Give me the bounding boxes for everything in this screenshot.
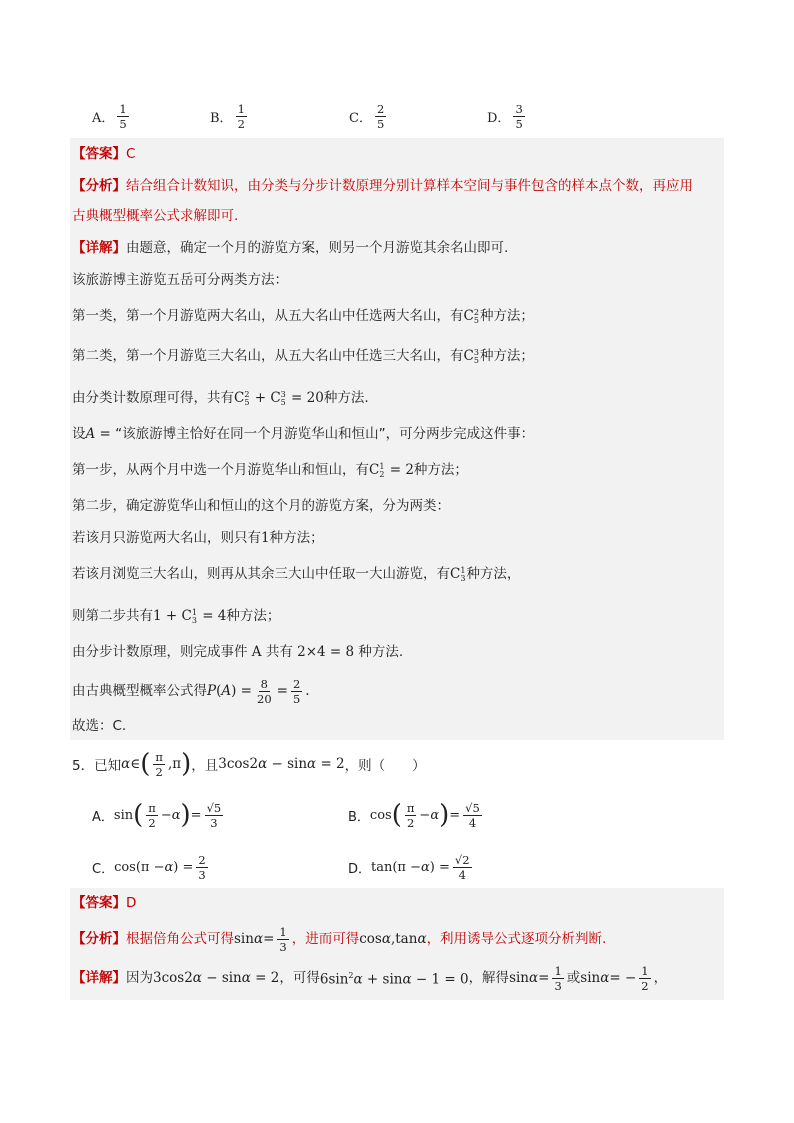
q5-answer: 【答案】D <box>72 895 137 911</box>
option-letter: C． <box>349 110 372 126</box>
q4-analysis-line2: 古典概型概率公式求解即可. <box>72 208 239 224</box>
fraction: $\frac{1}{2}$ <box>237 101 245 131</box>
fraction: $\frac{2}{5}$ <box>376 101 385 131</box>
q4-line-8: 第二步，确定游览华山和恒山的这个月的游览方案，分为两类： <box>72 498 450 514</box>
q4-line-5: 由分类计数原理可得，共有C 2 5 + C 3 5 = 20种方法. <box>72 389 369 407</box>
q4-line-7: 第一步，从两个月中选一个月游览华山和恒山，有C 1 2 = 2种方法； <box>72 461 468 479</box>
q4-analysis-line1: 【分析】结合组合计数知识，由分类与分步计数原理分别计算样本空间与事件包含的样本点个数，再应用 <box>72 178 693 194</box>
q4-line-2: 该旅游博主游览五岳可分两类方法： <box>72 272 288 288</box>
q5-analysis: 【分析】 根据倍角公式可得 sin α = $\frac{1}{3}$ ，进而可得 cosα,tanα ，利用诱导公式逐项分析判断. <box>72 924 607 954</box>
q4-line-6: 设A = “该旅游博主恰好在同一个月游览华山和恒山”，可分两步完成这件事： <box>72 426 535 442</box>
q4-option-d[interactable] <box>487 96 528 136</box>
q4-line-13: 由古典概型概率公式得 P ( A ) = $\frac{8}{20}$ = $\frac{2}{5}$ . <box>72 676 310 706</box>
math-event-a: A = <box>85 426 116 442</box>
fraction: $\frac{1}{5}$ <box>119 101 127 131</box>
q4-option-b[interactable] <box>210 96 250 136</box>
q4-line-4: 第二类，第一个月游览三大名山，从五大名山中任选三大名山，有C 3 5 种方法； <box>72 347 534 365</box>
math-alpha-interval: α ∈ ( $\frac{\pi}{2}$ ,π ) <box>121 749 192 779</box>
q4-option-a[interactable] <box>92 96 132 136</box>
q4-line-10: 若该月浏览三大名山，则再从其余三大山中任取一大山游览，有C 1 3 种方法， <box>72 565 521 583</box>
math-c52: C 2 5 <box>463 307 479 325</box>
q4-options <box>92 96 712 136</box>
option-letter: D． <box>487 110 511 126</box>
q5-stem: 5．已知 α ∈ ( $\frac{\pi}{2}$ ,π ) ，且 3cos2α − sinα = 2 ，则（ ） <box>72 749 426 779</box>
q5-option-d[interactable]: D． tan(π − α ) = $\frac{√2}{4}$ <box>348 852 470 882</box>
math-c31: C 1 3 <box>450 565 466 583</box>
option-letter: B． <box>210 110 233 126</box>
q4-line-9: 若该月只游览两大名山，则只有1种方法； <box>72 530 324 546</box>
math-c53: C 3 5 <box>463 347 479 365</box>
q5-option-b[interactable]: B． cos ( $\frac{\pi}{2}$ − α ) = $\frac{√5}{4}$ <box>348 800 480 830</box>
q5-option-a[interactable]: A． sin ( $\frac{\pi}{2}$ − α ) = $\frac{√5}{3}$ <box>92 800 222 830</box>
q4-detail-line1: 【详解】由题意，确定一个月的游览方案，则另一个月游览其余名山即可. <box>72 240 509 256</box>
q4-line-12: 由分步计数原理，则完成事件 A 共有 2×4 = 8 种方法. <box>72 644 404 660</box>
math-probability: P ( A ) = $\frac{8}{20}$ = $\frac{2}{5}$ . <box>207 676 310 706</box>
q4-line-14: 故选：C. <box>72 718 127 734</box>
math-c21: C 1 2 = 2 <box>369 461 414 479</box>
q4-line-3: 第一类，第一个月游览两大名山，从五大名山中任选两大名山，有C 2 5 种方法； <box>72 307 534 325</box>
q4-answer: 【答案】C <box>72 146 136 162</box>
math-sum: C 2 5 + C 3 5 = 20 <box>234 389 324 407</box>
q5-option-c[interactable]: C． cos(π − α ) = $\frac{2}{3}$ <box>92 852 206 882</box>
q5-detail: 【详解】 因为 3cos2α − sinα = 2 ，可得 $6\sin^2\alpha + \sin\alpha - 1 = 0$ ，解得 sin α = $\frac{1}{3}$ 或 sin α = − $\frac{1}{2}$ ， <box>72 963 668 993</box>
math-step2: 1 + C 1 3 = 4 <box>153 607 227 625</box>
q4-option-c[interactable] <box>349 96 389 136</box>
q4-line-11: 则第二步共有1 + C 1 3 = 4种方法； <box>72 607 281 625</box>
fraction: $\frac{3}{5}$ <box>515 101 523 131</box>
option-letter: A． <box>92 110 115 126</box>
